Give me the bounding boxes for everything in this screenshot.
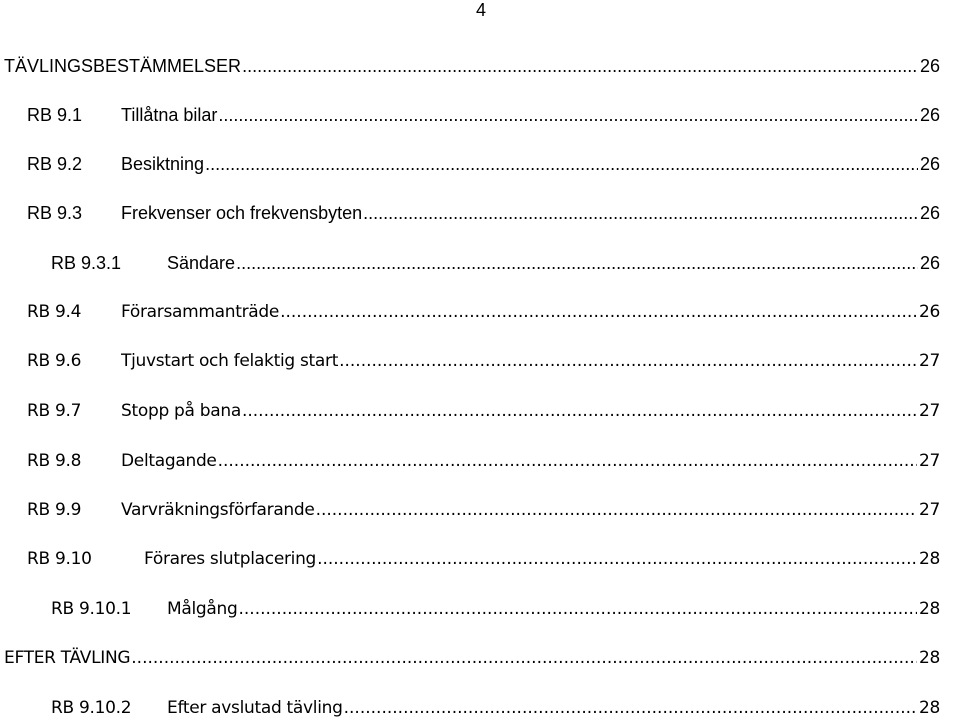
toc-entry-title: Sändare [167, 253, 236, 273]
toc-entry-rb-9-3[interactable] [0, 200, 960, 226]
toc-entry-number: RB 9.3.1 [51, 253, 122, 273]
toc-entry-rb-9-8[interactable] [0, 448, 960, 474]
toc-entry-page: 27 [918, 351, 940, 371]
toc-entry-number: RB 9.10 [27, 549, 92, 569]
dot-leader [317, 546, 917, 572]
toc-entry-tavlingsbestammelser[interactable] [0, 53, 960, 79]
toc-entry-title: Stopp på bana [121, 401, 241, 421]
page-number: 4 [476, 0, 487, 20]
toc-entry-page: 28 [918, 599, 940, 619]
dot-leader [242, 398, 917, 424]
toc-entry-title: Förarsammanträde [121, 302, 280, 322]
toc-entry-rb-9-9[interactable] [0, 497, 960, 523]
toc-entry-title: Varvräkningsförfarande [121, 500, 315, 520]
toc-entry-title: TÄVLINGSBESTÄMMELSER [4, 56, 242, 76]
toc-entry-rb-9-1[interactable] [0, 102, 960, 128]
toc-entry-number: RB 9.7 [27, 401, 82, 421]
toc-entry-title: Tjuvstart och felaktig start [121, 351, 339, 371]
dot-leader [316, 497, 917, 523]
toc-entry-page: 26 [919, 105, 940, 125]
dot-leader [218, 102, 918, 128]
dot-leader [131, 645, 917, 671]
toc-entry-page: 26 [919, 253, 940, 273]
toc-entry-page: 28 [918, 698, 940, 718]
toc-entry-page: 27 [918, 401, 940, 421]
toc-entry-rb-9-10-2[interactable] [0, 695, 960, 721]
toc-entry-rb-9-3-1[interactable] [0, 250, 960, 276]
toc-entry-efter-tavling[interactable] [0, 645, 960, 671]
dot-leader [242, 53, 918, 79]
toc-entry-number: RB 9.4 [27, 302, 82, 322]
toc-entry-title: Besiktning [121, 154, 205, 174]
toc-entry-rb-9-4[interactable] [0, 299, 960, 325]
dot-leader [238, 596, 916, 622]
toc-entry-title: Tillåtna bilar [121, 105, 218, 125]
toc-entry-number: RB 9.1 [27, 105, 83, 125]
toc-entry-number: RB 9.3 [27, 203, 83, 223]
toc-entry-page: 28 [918, 549, 940, 569]
toc-entry-title: Frekvenser och frekvensbyten [121, 203, 363, 223]
toc-entry-page: 28 [918, 648, 940, 668]
toc-entry-number: RB 9.2 [27, 154, 83, 174]
toc-entry-rb-9-2[interactable] [0, 151, 960, 177]
toc-entry-title: Målgång [167, 599, 238, 619]
toc-entry-number: RB 9.6 [27, 351, 82, 371]
dot-leader [218, 448, 917, 474]
dot-leader [205, 151, 918, 177]
toc-entry-page: 26 [919, 154, 940, 174]
dot-leader [280, 299, 917, 325]
toc-entry-title: Deltagande [121, 451, 217, 471]
toc-entry-page: 26 [919, 203, 940, 223]
toc-entry-number: RB 9.10.2 [51, 698, 132, 718]
dot-leader [339, 348, 917, 374]
toc-entry-title: Förares slutplacering [144, 549, 317, 569]
toc-entry-page: 27 [918, 451, 940, 471]
toc-entry-number: RB 9.8 [27, 451, 82, 471]
toc-entry-number: RB 9.9 [27, 500, 82, 520]
toc-entry-title: Efter avslutad tävling [167, 698, 343, 718]
dot-leader [236, 250, 918, 276]
toc-entry-rb-9-10[interactable] [0, 546, 960, 572]
toc-entry-page: 27 [918, 500, 940, 520]
toc-entry-rb-9-6[interactable] [0, 348, 960, 374]
toc-entry-rb-9-10-1[interactable] [0, 596, 960, 622]
dot-leader [344, 695, 917, 721]
toc-entry-title: EFTER TÄVLING [4, 648, 131, 668]
toc-entry-page: 26 [918, 302, 940, 322]
dot-leader [363, 200, 918, 226]
toc-entry-page: 26 [919, 56, 940, 76]
toc-entry-rb-9-7[interactable] [0, 398, 960, 424]
toc-entry-number: RB 9.10.1 [51, 599, 132, 619]
